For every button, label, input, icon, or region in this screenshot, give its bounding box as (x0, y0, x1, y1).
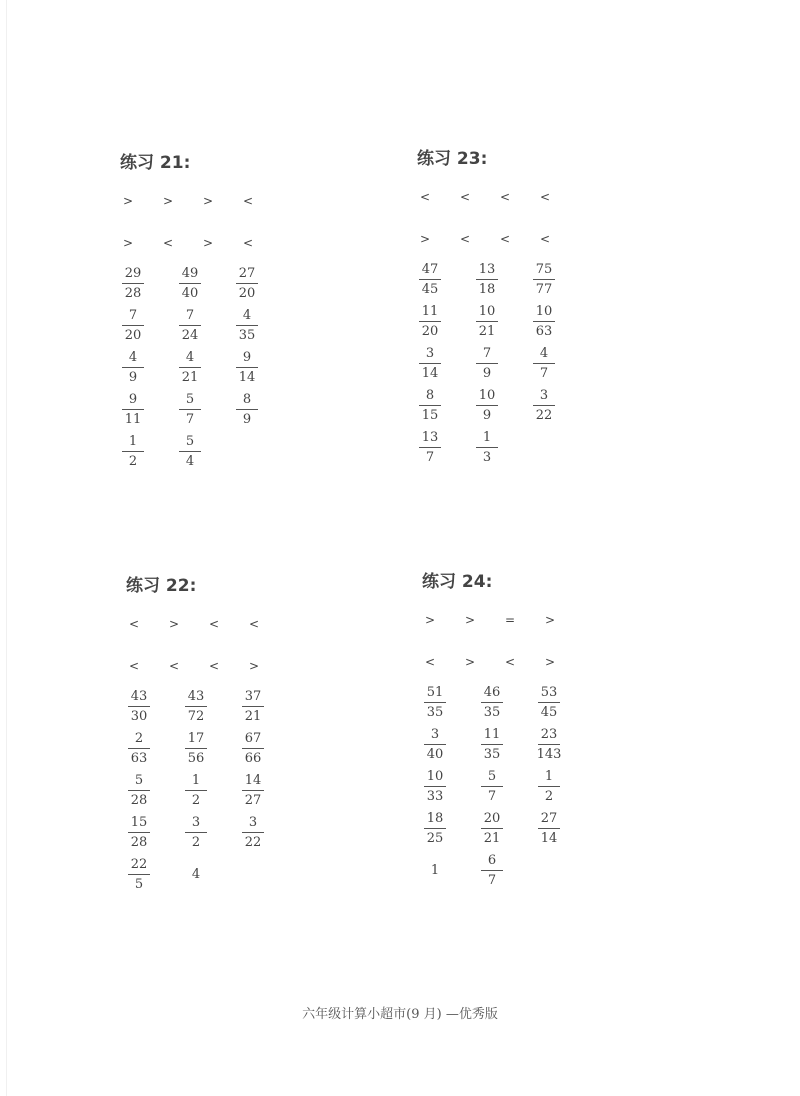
comparison-symbol: > (248, 659, 260, 673)
comparison-symbol: < (459, 190, 471, 204)
fraction-denominator: 35 (426, 705, 444, 720)
answer-fraction (529, 262, 559, 298)
fraction-bar (419, 363, 441, 364)
answer-fraction (529, 304, 559, 340)
scan-edge (6, 0, 7, 1096)
fraction-numerator: 17 (187, 731, 205, 746)
answer-fraction (232, 350, 262, 386)
fraction-denominator: 63 (535, 324, 553, 339)
fraction-numerator: 1 (128, 434, 138, 449)
comparison-symbol: < (459, 232, 471, 246)
fraction-bar (179, 451, 201, 452)
fraction-denominator: 28 (124, 286, 142, 301)
section-title: 练习 22: (126, 576, 197, 596)
answer-fraction (472, 388, 502, 424)
fraction-numerator: 67 (244, 731, 262, 746)
comparison-symbol: > (424, 613, 436, 627)
fraction-denominator: 45 (421, 282, 439, 297)
fraction-numerator: 27 (540, 811, 558, 826)
comparison-symbol: < (248, 617, 260, 631)
fraction-bar (533, 363, 555, 364)
fraction-numerator: 7 (185, 308, 195, 323)
fraction-numerator: 53 (540, 685, 558, 700)
fraction-bar (419, 405, 441, 406)
answer-fraction (420, 769, 450, 805)
answer-fraction (420, 811, 450, 847)
answer-fraction (477, 853, 507, 889)
fraction-denominator: 25 (426, 831, 444, 846)
fraction-numerator: 10 (478, 304, 496, 319)
fraction-denominator: 22 (535, 408, 553, 423)
comparison-symbol: < (168, 659, 180, 673)
fraction-bar (242, 706, 264, 707)
answer-fraction (415, 346, 445, 382)
fraction-bar (538, 786, 560, 787)
fraction-denominator: 7 (487, 789, 497, 804)
answer-fraction (238, 815, 268, 851)
fraction-bar (476, 321, 498, 322)
fraction-numerator: 20 (483, 811, 501, 826)
answer-fraction (175, 308, 205, 344)
fraction-denominator: 22 (244, 835, 262, 850)
fraction-denominator: 77 (535, 282, 553, 297)
fraction-bar (476, 405, 498, 406)
fraction-denominator: 28 (130, 835, 148, 850)
comparison-symbol: > (162, 194, 174, 208)
fraction-numerator: 49 (181, 266, 199, 281)
fraction-bar (476, 279, 498, 280)
fraction-bar (424, 786, 446, 787)
fraction-bar (185, 832, 207, 833)
comparison-symbol: < (208, 659, 220, 673)
answer-fraction (477, 769, 507, 805)
fraction-bar (179, 367, 201, 368)
fraction-numerator: 5 (487, 769, 497, 784)
comparison-symbol: < (499, 190, 511, 204)
fraction-bar (538, 702, 560, 703)
fraction-numerator: 7 (482, 346, 492, 361)
fraction-bar (236, 325, 258, 326)
fraction-bar (236, 283, 258, 284)
fraction-denominator: 7 (487, 873, 497, 888)
fraction-numerator: 27 (238, 266, 256, 281)
answer-fraction (118, 392, 148, 428)
fraction-numerator: 10 (535, 304, 553, 319)
page-footer: 六年级计算小超市(9 月) —优秀版 (302, 1007, 498, 1022)
answer-fraction (181, 773, 211, 809)
fraction-numerator: 4 (539, 346, 549, 361)
comparison-row (417, 190, 617, 206)
comparison-row (417, 232, 617, 248)
fraction-denominator: 40 (181, 286, 199, 301)
comparison-symbol: < (128, 617, 140, 631)
comparison-symbol: = (504, 613, 516, 627)
comparison-symbol: > (464, 655, 476, 669)
fraction-numerator: 3 (425, 346, 435, 361)
fraction-bar (128, 790, 150, 791)
section-title: 练习 24: (422, 572, 493, 592)
section-title: 练习 21: (120, 153, 191, 173)
fraction-bar (122, 409, 144, 410)
answer-fraction (415, 388, 445, 424)
fraction-denominator: 21 (181, 370, 199, 385)
answer-fraction (477, 727, 507, 763)
fraction-denominator: 7 (425, 450, 435, 465)
fraction-denominator: 35 (483, 705, 501, 720)
fraction-denominator: 20 (238, 286, 256, 301)
answer-fraction (124, 731, 154, 767)
comparison-symbol: < (242, 236, 254, 250)
answer-fraction (124, 689, 154, 725)
comparison-symbol: < (208, 617, 220, 631)
comparison-row (126, 617, 326, 633)
answer-fraction (420, 685, 450, 721)
fraction-bar (122, 325, 144, 326)
fraction-bar (236, 367, 258, 368)
fraction-bar (481, 702, 503, 703)
answer-fraction (534, 811, 564, 847)
fraction-numerator: 6 (487, 853, 497, 868)
answer-fraction (232, 308, 262, 344)
fraction-numerator: 9 (128, 392, 138, 407)
answer-whole-number: 1 (430, 863, 440, 878)
fraction-bar (179, 409, 201, 410)
answer-fraction (415, 262, 445, 298)
answer-fraction (175, 392, 205, 428)
fraction-numerator: 11 (483, 727, 501, 742)
fraction-numerator: 5 (185, 434, 195, 449)
answer-fraction (477, 685, 507, 721)
fraction-bar (242, 748, 264, 749)
fraction-bar (481, 744, 503, 745)
comparison-symbol: < (162, 236, 174, 250)
answer-fraction (420, 727, 450, 763)
fraction-numerator: 3 (248, 815, 258, 830)
fraction-bar (533, 405, 555, 406)
fraction-bar (128, 874, 150, 875)
fraction-numerator: 75 (535, 262, 553, 277)
fraction-numerator: 15 (130, 815, 148, 830)
answer-fraction (472, 262, 502, 298)
fraction-bar (424, 702, 446, 703)
fraction-denominator: 9 (128, 370, 138, 385)
fraction-numerator: 8 (242, 392, 252, 407)
fraction-numerator: 7 (128, 308, 138, 323)
comparison-symbol: > (122, 236, 134, 250)
fraction-numerator: 4 (242, 308, 252, 323)
fraction-denominator: 2 (544, 789, 554, 804)
answer-fraction (181, 689, 211, 725)
comparison-row (422, 655, 622, 671)
comparison-symbol: < (419, 190, 431, 204)
fraction-denominator: 20 (124, 328, 142, 343)
fraction-bar (533, 321, 555, 322)
fraction-numerator: 9 (242, 350, 252, 365)
answer-fraction (124, 857, 154, 893)
answer-fraction (118, 434, 148, 470)
fraction-denominator: 3 (482, 450, 492, 465)
answer-fraction (477, 811, 507, 847)
fraction-numerator: 1 (482, 430, 492, 445)
fraction-bar (424, 828, 446, 829)
fraction-denominator: 14 (421, 366, 439, 381)
fraction-denominator: 28 (130, 793, 148, 808)
fraction-bar (122, 283, 144, 284)
fraction-bar (481, 828, 503, 829)
answer-fraction (175, 434, 205, 470)
fraction-bar (533, 279, 555, 280)
answer-fraction (472, 304, 502, 340)
answer-fraction (175, 266, 205, 302)
fraction-bar (476, 447, 498, 448)
comparison-row (120, 236, 320, 252)
fraction-denominator: 72 (187, 709, 205, 724)
comparison-symbol: > (168, 617, 180, 631)
fraction-bar (419, 279, 441, 280)
answer-fraction (534, 769, 564, 805)
comparison-symbol: > (202, 194, 214, 208)
fraction-numerator: 46 (483, 685, 501, 700)
fraction-numerator: 11 (421, 304, 439, 319)
fraction-bar (179, 283, 201, 284)
fraction-numerator: 1 (191, 773, 201, 788)
comparison-symbol: < (424, 655, 436, 669)
fraction-numerator: 29 (124, 266, 142, 281)
fraction-numerator: 18 (426, 811, 444, 826)
fraction-denominator: 56 (187, 751, 205, 766)
fraction-denominator: 4 (185, 454, 195, 469)
fraction-numerator: 37 (244, 689, 262, 704)
fraction-bar (128, 748, 150, 749)
answer-fraction (415, 304, 445, 340)
fraction-numerator: 5 (185, 392, 195, 407)
fraction-denominator: 7 (539, 366, 549, 381)
fraction-denominator: 35 (483, 747, 501, 762)
fraction-denominator: 40 (426, 747, 444, 762)
fraction-numerator: 3 (430, 727, 440, 742)
answer-fraction (415, 430, 445, 466)
fraction-numerator: 14 (244, 773, 262, 788)
answer-fraction (472, 346, 502, 382)
answer-fraction (118, 266, 148, 302)
fraction-bar (128, 706, 150, 707)
fraction-denominator: 21 (478, 324, 496, 339)
fraction-bar (242, 832, 264, 833)
answer-fraction (472, 430, 502, 466)
fraction-numerator: 3 (539, 388, 549, 403)
fraction-denominator: 35 (238, 328, 256, 343)
fraction-numerator: 4 (185, 350, 195, 365)
answer-fraction (232, 266, 262, 302)
comparison-symbol: < (128, 659, 140, 673)
fraction-bar (538, 828, 560, 829)
comparison-row (126, 659, 326, 675)
fraction-numerator: 5 (134, 773, 144, 788)
comparison-symbol: < (539, 232, 551, 246)
fraction-denominator: 20 (421, 324, 439, 339)
fraction-numerator: 43 (187, 689, 205, 704)
fraction-denominator: 21 (483, 831, 501, 846)
fraction-bar (128, 832, 150, 833)
fraction-denominator: 15 (421, 408, 439, 423)
answer-fraction (529, 346, 559, 382)
answer-fraction (238, 731, 268, 767)
comparison-symbol: < (242, 194, 254, 208)
answer-fraction (238, 689, 268, 725)
fraction-bar (185, 706, 207, 707)
fraction-numerator: 1 (544, 769, 554, 784)
fraction-denominator: 66 (244, 751, 262, 766)
fraction-bar (185, 748, 207, 749)
fraction-bar (236, 409, 258, 410)
fraction-denominator: 11 (124, 412, 142, 427)
answer-fraction (534, 685, 564, 721)
fraction-denominator: 5 (134, 877, 144, 892)
fraction-denominator: 33 (426, 789, 444, 804)
fraction-denominator: 45 (540, 705, 558, 720)
fraction-numerator: 47 (421, 262, 439, 277)
comparison-symbol: > (122, 194, 134, 208)
comparison-row (422, 613, 622, 629)
answer-fraction (118, 350, 148, 386)
answer-fraction (124, 815, 154, 851)
fraction-numerator: 10 (426, 769, 444, 784)
section-title: 练习 23: (417, 149, 488, 169)
answer-fraction (534, 727, 564, 763)
fraction-numerator: 43 (130, 689, 148, 704)
fraction-bar (419, 447, 441, 448)
fraction-denominator: 9 (482, 366, 492, 381)
comparison-symbol: > (202, 236, 214, 250)
comparison-symbol: < (504, 655, 516, 669)
comparison-symbol: > (464, 613, 476, 627)
fraction-denominator: 18 (478, 282, 496, 297)
answer-whole-number: 4 (191, 867, 201, 882)
fraction-bar (122, 451, 144, 452)
fraction-bar (481, 870, 503, 871)
fraction-bar (481, 786, 503, 787)
fraction-bar (122, 367, 144, 368)
fraction-bar (538, 744, 560, 745)
answer-fraction (175, 350, 205, 386)
fraction-denominator: 30 (130, 709, 148, 724)
fraction-denominator: 14 (238, 370, 256, 385)
answer-fraction (238, 773, 268, 809)
answer-fraction (181, 815, 211, 851)
answer-fraction (232, 392, 262, 428)
fraction-denominator: 27 (244, 793, 262, 808)
fraction-bar (179, 325, 201, 326)
fraction-bar (242, 790, 264, 791)
fraction-numerator: 13 (421, 430, 439, 445)
comparison-symbol: > (544, 655, 556, 669)
comparison-symbol: < (499, 232, 511, 246)
fraction-numerator: 10 (478, 388, 496, 403)
fraction-numerator: 51 (426, 685, 444, 700)
fraction-bar (419, 321, 441, 322)
fraction-numerator: 13 (478, 262, 496, 277)
fraction-denominator: 9 (242, 412, 252, 427)
fraction-denominator: 21 (244, 709, 262, 724)
fraction-bar (185, 790, 207, 791)
fraction-numerator: 8 (425, 388, 435, 403)
fraction-denominator: 9 (482, 408, 492, 423)
fraction-denominator: 14 (540, 831, 558, 846)
fraction-numerator: 4 (128, 350, 138, 365)
fraction-bar (476, 363, 498, 364)
fraction-denominator: 7 (185, 412, 195, 427)
comparison-symbol: < (539, 190, 551, 204)
comparison-symbol: > (544, 613, 556, 627)
fraction-denominator: 2 (191, 835, 201, 850)
comparison-symbol: > (419, 232, 431, 246)
fraction-bar (424, 744, 446, 745)
answer-fraction (529, 388, 559, 424)
fraction-numerator: 3 (191, 815, 201, 830)
fraction-numerator: 22 (130, 857, 148, 872)
answer-fraction (181, 731, 211, 767)
answer-fraction (124, 773, 154, 809)
fraction-denominator: 2 (128, 454, 138, 469)
fraction-denominator: 24 (181, 328, 199, 343)
fraction-denominator: 63 (130, 751, 148, 766)
fraction-numerator: 23 (540, 727, 558, 742)
fraction-numerator: 2 (134, 731, 144, 746)
fraction-denominator: 143 (536, 747, 562, 762)
answer-fraction (118, 308, 148, 344)
fraction-denominator: 2 (191, 793, 201, 808)
comparison-row (120, 194, 320, 210)
